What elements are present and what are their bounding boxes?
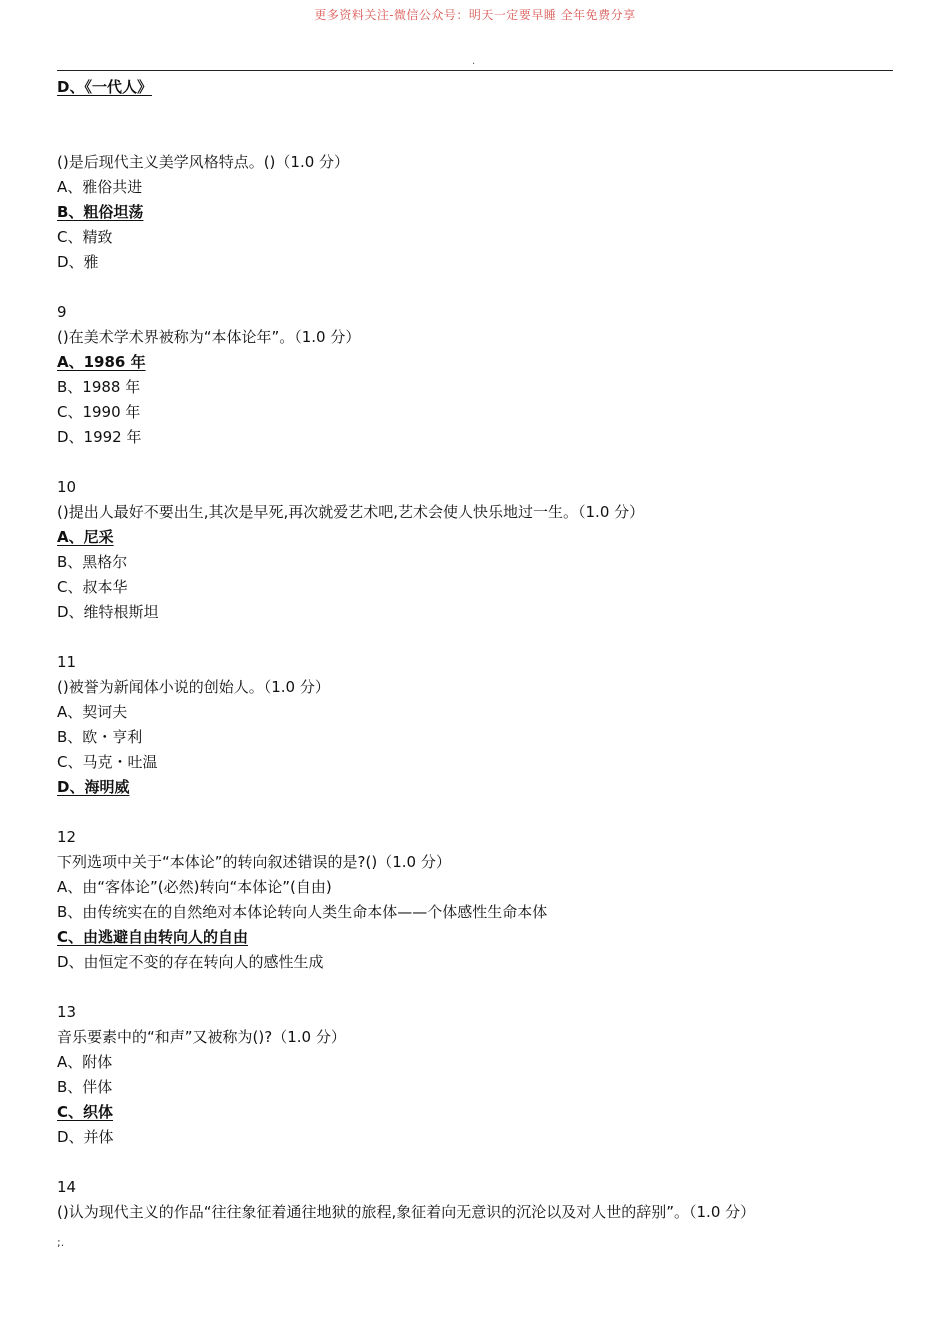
- question-text: 下列选项中关于“本体论”的转向叙述错误的是?()（1.0 分）: [57, 853, 451, 871]
- question-number: 14: [57, 1178, 77, 1196]
- question-text: ()被誉为新闻体小说的创始人。（1.0 分）: [57, 678, 330, 696]
- option-d: D、并体: [57, 1128, 114, 1146]
- option-d-correct: D、海明威: [57, 778, 130, 796]
- question-10: [57, 475, 893, 625]
- option-a-correct: A、尼采: [57, 528, 114, 546]
- question-text: ()在美术学术界被称为“本体论年”。（1.0 分）: [57, 328, 361, 346]
- question-number: 9: [57, 303, 67, 321]
- question-9: [57, 300, 893, 450]
- option-a: A、雅俗共进: [57, 178, 143, 196]
- question-number: 12: [57, 828, 77, 846]
- question-14: [57, 1175, 893, 1225]
- option-d: D、由恒定不变的存在转向人的感性生成: [57, 953, 324, 971]
- question-number: 11: [57, 653, 77, 671]
- question-8: [57, 150, 893, 275]
- option-c: C、马克・吐温: [57, 753, 158, 771]
- question-number: 13: [57, 1003, 77, 1021]
- option-a-correct: A、1986 年: [57, 353, 146, 371]
- question-number: 10: [57, 478, 77, 496]
- option-b: B、1988 年: [57, 378, 141, 396]
- option-b: B、由传统实在的自然绝对本体论转向人类生命本体——个体感性生命本体: [57, 903, 548, 921]
- question-text: ()是后现代主义美学风格特点。()（1.0 分）: [57, 153, 350, 171]
- option-a: A、附体: [57, 1053, 113, 1071]
- option-c: C、叔本华: [57, 578, 128, 596]
- option-c: C、精致: [57, 228, 113, 246]
- option-b: B、黑格尔: [57, 553, 128, 571]
- prev-question-answer: D、《一代人》: [57, 78, 152, 96]
- header-dot: .: [472, 56, 476, 67]
- option-d: D、雅: [57, 253, 99, 271]
- option-c-correct: C、织体: [57, 1103, 114, 1121]
- option-b: B、伴体: [57, 1078, 113, 1096]
- option-b-correct: B、粗俗坦荡: [57, 203, 144, 221]
- question-text: ()认为现代主义的作品“往往象征着通往地狱的旅程,象征着向无意识的沉沦以及对人世的辞别”。（1.0 分）: [57, 1203, 756, 1221]
- header-note: 更多资料关注-微信公众号：明天一定要早睡 全年免费分享: [314, 8, 636, 22]
- option-c-correct: C、由逃避自由转向人的自由: [57, 928, 249, 946]
- option-d: D、维特根斯坦: [57, 603, 159, 621]
- question-list: [57, 75, 893, 1225]
- question-text: ()提出人最好不要出生,其次是早死,再次就爱艺术吧,艺术会使人快乐地过一生。（1.0 分）: [57, 503, 645, 521]
- option-a: A、契诃夫: [57, 703, 128, 721]
- question-11: [57, 650, 893, 800]
- option-a: A、由“客体论”(必然)转向“本体论”(自由): [57, 878, 332, 896]
- footer-mark: ;.: [57, 1236, 65, 1249]
- option-c: C、1990 年: [57, 403, 141, 421]
- question-13: [57, 1000, 893, 1150]
- question-12: [57, 825, 893, 975]
- header-rule: [57, 70, 893, 71]
- question-text: 音乐要素中的“和声”又被称为()?（1.0 分）: [57, 1028, 346, 1046]
- option-d: D、1992 年: [57, 428, 142, 446]
- option-b: B、欧・亨利: [57, 728, 143, 746]
